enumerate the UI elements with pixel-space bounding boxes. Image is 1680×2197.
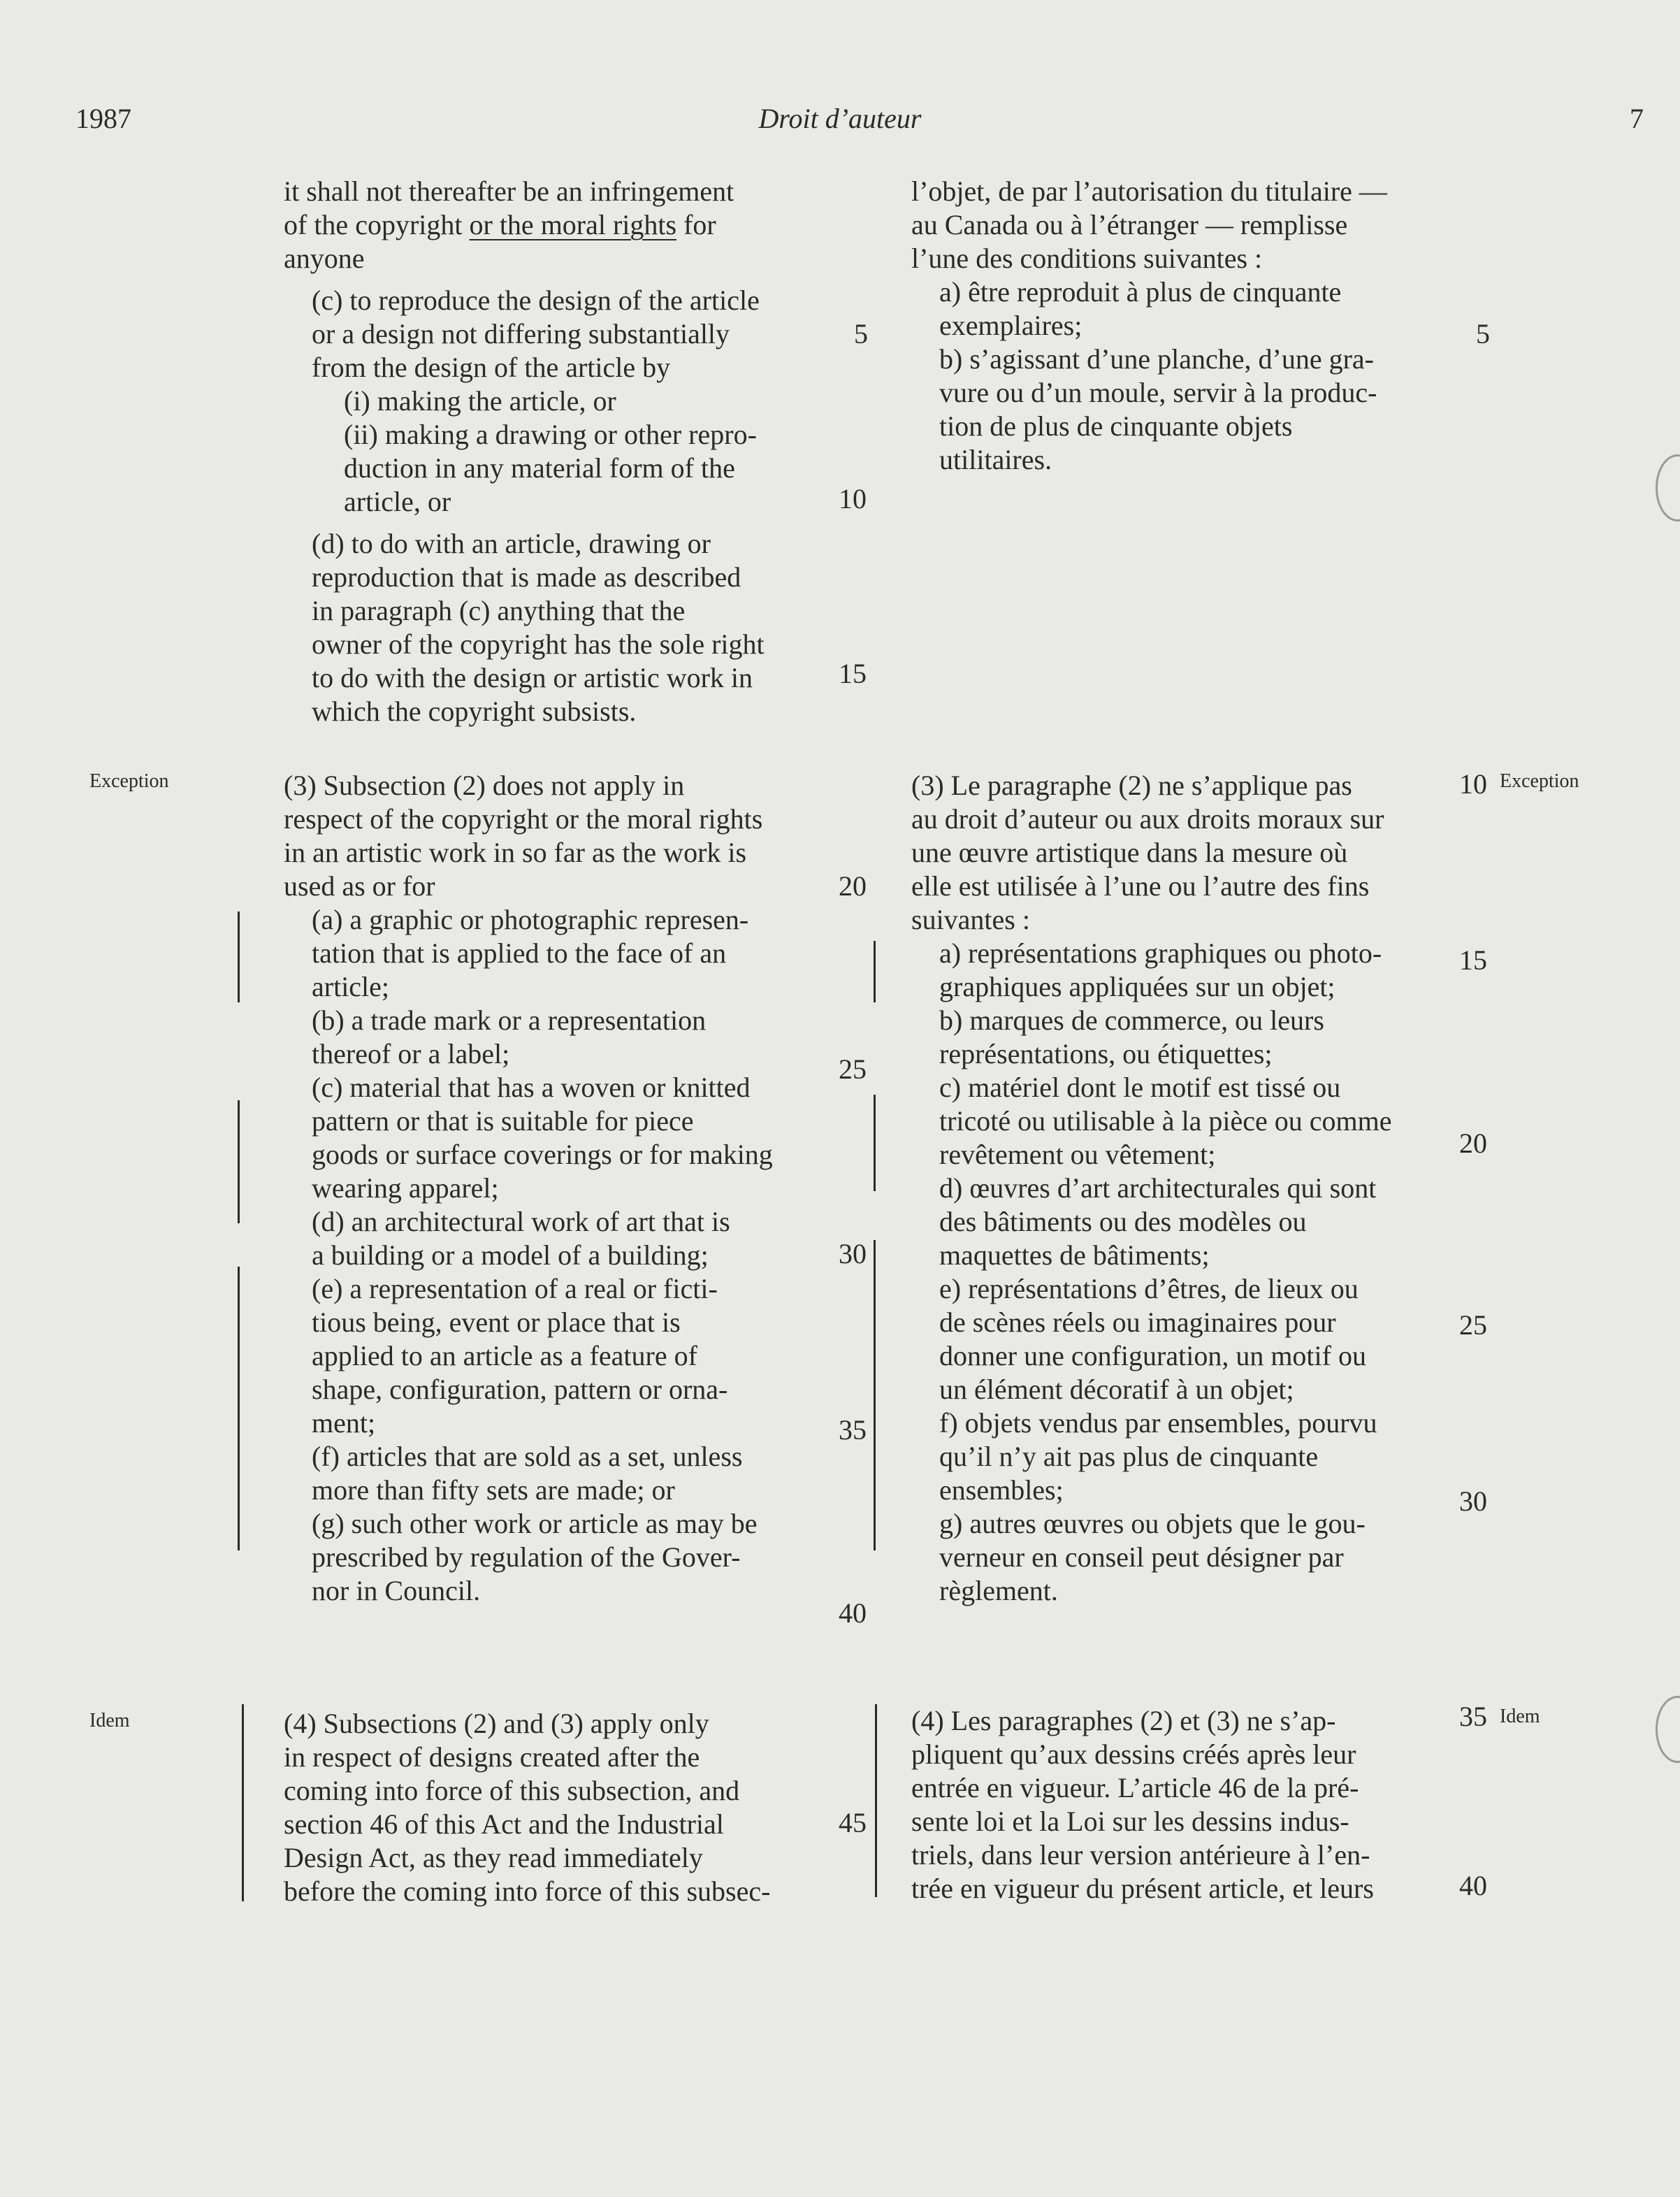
line-number: 10 — [1459, 768, 1487, 800]
line-number: 15 — [839, 658, 867, 689]
line-number: 25 — [1459, 1309, 1487, 1341]
english-continuation — [284, 175, 834, 728]
change-bar — [874, 941, 876, 1002]
line-number: 40 — [1459, 1870, 1487, 1901]
line-number: 30 — [839, 1238, 867, 1269]
change-bar — [238, 912, 240, 1002]
english-para-d: (d) to do with an article, drawing or reproduction that is made as described in paragraph (c) anything that the owner of the copyright has the sole right to do with the design or artistic work in which the copyright subsists. — [312, 528, 765, 727]
french-continuation — [911, 175, 1455, 477]
french-para-b-top: b) s’agissant d’une planche, d’une gra- vure ou d’un moule, servir à la produc- tion de plus de cinquante objets utilitaires. — [939, 343, 1377, 475]
english-subpara-i: (i) making the article, or — [344, 385, 616, 417]
line-number: 20 — [1459, 1128, 1487, 1159]
line-number: 5 — [854, 318, 868, 350]
french-s3-intro: (3) Le paragraphe (2) ne s’applique pas au droit d’auteur ou aux droits moraux sur une œuvre artistique dans la mesure où elle est utilisée à l’une ou l’autre des fins suivantes : — [911, 770, 1384, 935]
english-subpara-ii: (ii) making a drawing or other repro- duction in any material form of the article, or — [344, 419, 757, 517]
english-intro: it shall not thereafter be an infringement of the copyright or the moral rights for anyone — [284, 175, 734, 274]
margin-note-idem-fr: Idem — [1500, 1706, 1540, 1727]
margin-note-exception-fr: Exception — [1500, 770, 1579, 792]
header-year: 1987 — [75, 103, 131, 134]
english-s4: (4) Subsections (2) and (3) apply only in respect of designs created after the coming into force of this subsection, and section 46 of this Act and the Industrial Design Act, as they read immediately before the coming into force of this subsec- — [284, 1708, 771, 1907]
header-title: Droit d’auteur — [758, 103, 922, 134]
binding-edge-mark — [1656, 454, 1680, 521]
english-s3-intro: (3) Subsection (2) does not apply in respect of the copyright or the moral rights in an artistic work in so far as the work is used as or for — [284, 770, 763, 902]
french-intro: l’objet, de par l’autorisation du titulaire — au Canada ou à l’étranger — remplisse l’une des conditions suivantes : — [911, 175, 1387, 274]
french-s3-g: g) autres œuvres ou objets que le gou- verneur en conseil peut désigner par règlement. — [939, 1508, 1366, 1606]
line-number: 15 — [1459, 944, 1487, 976]
change-bar — [874, 1095, 876, 1191]
french-s4: (4) Les paragraphes (2) et (3) ne s’ap- pliquent qu’aux dessins créés après leur entrée en vigueur. L’article 46 de la pré- sente loi et la Loi sur les dessins indus- triels, dans leur version antérieure à l’en- trée en vigueur du présent article, et leurs — [911, 1705, 1374, 1904]
line-number: 5 — [1476, 318, 1490, 350]
english-s3-a: (a) a graphic or photographic represen- tation that is applied to the face of an article; — [312, 904, 749, 1002]
french-s3-c: c) matériel dont le motif est tissé ou tricoté ou utilisable à la pièce ou comme revêtement ou vêtement; — [939, 1072, 1392, 1170]
english-s3-b: (b) a trade mark or a representation thereof or a label; — [312, 1004, 707, 1069]
english-s3-f: (f) articles that are sold as a set, unless more than fifty sets are made; or — [312, 1441, 743, 1506]
french-s3-e: e) représentations d’êtres, de lieux ou de scènes réels ou imaginaires pour donner une configuration, un motif ou un élément décoratif à un objet; — [939, 1273, 1366, 1405]
page-number: 7 — [1630, 103, 1644, 134]
english-s3-d: (d) an architectural work of art that is a building or a model of a building; — [312, 1206, 730, 1271]
english-subsection-4 — [284, 1707, 834, 1908]
line-number: 30 — [1459, 1485, 1487, 1517]
binding-edge-mark — [1656, 1696, 1680, 1763]
change-bar — [242, 1704, 244, 1901]
change-bar — [875, 1704, 877, 1897]
english-s3-e: (e) a representation of a real or ficti- tious being, event or place that is applied to an article as a feature of shape, configuration, pattern or orna- ment; — [312, 1273, 728, 1439]
change-bar — [238, 1267, 240, 1550]
english-subsection-3 — [284, 769, 834, 1608]
line-number: 35 — [839, 1414, 867, 1446]
french-s3-f: f) objets vendus par ensembles, pourvu qu’il n’y ait pas plus de cinquante ensembles; — [939, 1407, 1377, 1506]
change-bar — [874, 1240, 876, 1550]
margin-note-exception-en: Exception — [89, 770, 169, 792]
line-number: 25 — [839, 1053, 867, 1085]
line-number: 20 — [839, 870, 867, 902]
english-s3-g: (g) such other work or article as may be prescribed by regulation of the Gover- nor in Council. — [312, 1508, 758, 1606]
french-s3-b: b) marques de commerce, ou leurs représentations, ou étiquettes; — [939, 1004, 1324, 1069]
line-number: 45 — [839, 1807, 867, 1838]
margin-note-idem-en: Idem — [89, 1710, 130, 1731]
line-number: 40 — [839, 1597, 867, 1629]
french-s3-d: d) œuvres d’art architecturales qui sont des bâtiments ou des modèles ou maquettes de bâtiments; — [939, 1172, 1377, 1271]
line-number: 10 — [839, 483, 867, 514]
french-subsection-3 — [911, 769, 1455, 1608]
line-number: 35 — [1459, 1701, 1487, 1732]
french-subsection-4 — [911, 1704, 1455, 1906]
english-para-c: (c) to reproduce the design of the article or a design not differing substantially from the design of the article by — [312, 284, 760, 383]
change-bar — [238, 1100, 240, 1223]
french-s3-a: a) représentations graphiques ou photo- graphiques appliquées sur un objet; — [939, 937, 1382, 1002]
english-s3-c: (c) material that has a woven or knitted pattern or that is suitable for piece goods or surface coverings or for making wearing apparel; — [312, 1072, 773, 1204]
french-para-a-top: a) être reproduit à plus de cinquante exemplaires; — [939, 276, 1342, 341]
